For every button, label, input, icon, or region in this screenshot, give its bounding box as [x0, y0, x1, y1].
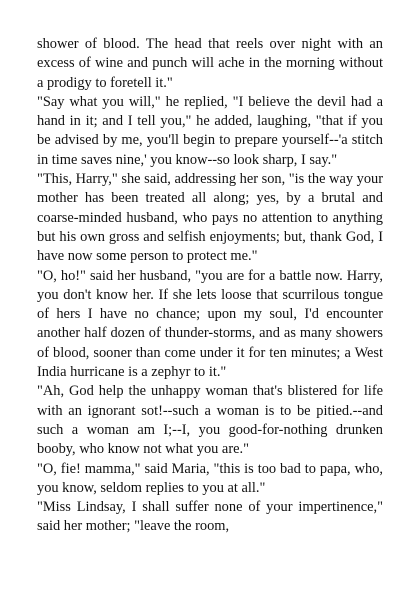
paragraph-4: "O, ho!" said her husband, "you are for a battle now. Harry, you don't know her. If she lets loose that scurrilous tongue of hers I have no chance; upon my soul, I'd encounter another half dozen of thunder-storms, and as many showers of blood, sooner than come under it for ten minutes; a West India hurricane is a zephyr to it." — [37, 267, 383, 381]
paragraph-3: "This, Harry," she said, addressing her son, "is the way your mother has been treated all along; yes, by a brutal and coarse-minded husband, who pays no attention to anything but his own gross and selfish enjoyments; but, thank God, I have now some person to protect me." — [37, 171, 384, 265]
paragraph-6: "O, fie! mamma," said Maria, "this is too bad to papa, who, you know, seldom replies to you at all." — [37, 460, 383, 496]
paragraph-2: "Say what you will," he replied, "I believe the devil had a hand in it; and I tell you," he added, laughing, "that if you be advised by me, you'll begin to prepare yourself--'a stitch in time saves nine,' you know--so look sharp, I say." — [37, 93, 383, 168]
paragraph-1: shower of blood. The head that reels over night with an excess of wine and punch will ache in the morning without a prodigy to foretell it." — [37, 36, 383, 91]
page-text — [37, 35, 383, 537]
paragraph-5: "Ah, God help the unhappy woman that's blistered for life with an ignorant sot!--such a woman is to be pitied.--and such a woman am I;--I, you good-for-nothing drunken booby, who know not what you are." — [37, 383, 383, 458]
paragraph-7: "Miss Lindsay, I shall suffer none of your impertinence," said her mother; "leave the room, — [37, 499, 383, 535]
